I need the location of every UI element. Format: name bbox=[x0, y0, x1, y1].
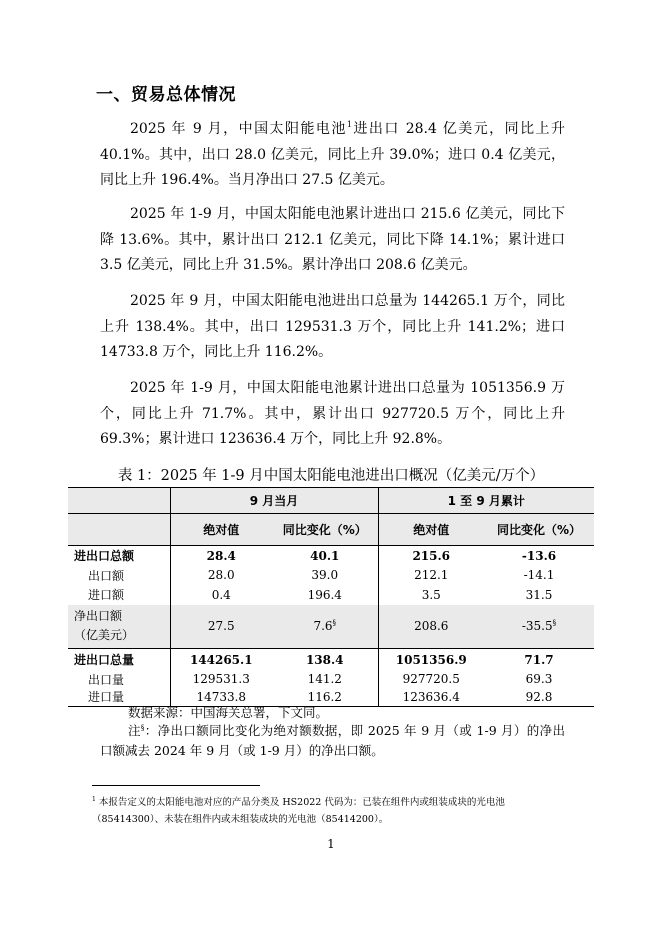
cell-month-abs: 144265.1 bbox=[170, 649, 272, 671]
row-label-import-value: 进口额 bbox=[68, 585, 170, 605]
paragraph-3: 2025 年 9 月，中国太阳能电池进出口总量为 144265.1 万个，同比上升 138.4%。其中，出口 129531.3 万个，同比上升 141.2%；进口 14733.8 万个，同比上升 116.2%。 bbox=[100, 293, 565, 360]
header-september-month: 9 月当月 bbox=[170, 488, 378, 514]
header-cum-absolute: 绝对值 bbox=[378, 514, 484, 546]
page-number: 1 bbox=[327, 837, 335, 851]
row-label-export-qty: 出口量 bbox=[68, 671, 170, 688]
row-label-import-qty: 进口量 bbox=[68, 688, 170, 707]
net-month-yoy-value: 7.6 bbox=[313, 619, 333, 634]
row-label-export-value: 出口额 bbox=[68, 566, 170, 585]
net-cum-yoy-value: -35.5 bbox=[521, 619, 553, 634]
trade-summary-table bbox=[68, 487, 594, 707]
data-source-note: 数据来源：中国海关总署，下文同。 bbox=[128, 705, 329, 720]
cell-cum-yoy: 92.8 bbox=[484, 688, 594, 707]
cell-cum-yoy: -14.1 bbox=[523, 568, 555, 582]
row-label-total-value: 进出口总额 bbox=[68, 546, 170, 566]
cell-cum-yoy bbox=[484, 605, 594, 649]
cell-month-abs: 27.5 bbox=[207, 619, 235, 634]
paragraph-1-text-b: 进出口 28.4 亿美元，同比上升 40.1%。其中，出口 28.0 亿美元，同比上升 39.0%；进口 0.4 亿美元，同比上升 196.4%。当月净出口 27.5 亿美元。 bbox=[100, 121, 565, 188]
cell-cum-abs: 208.6 bbox=[414, 619, 449, 634]
cell-month-yoy: 116.2 bbox=[272, 688, 378, 707]
table-header-column-row bbox=[68, 514, 594, 546]
footnote-divider bbox=[92, 785, 260, 786]
cell-month-yoy: 39.0 bbox=[272, 566, 378, 585]
cell-month-abs: 28.4 bbox=[206, 548, 236, 563]
row-label-net-export bbox=[68, 605, 170, 649]
table-corner-lower bbox=[68, 514, 170, 546]
cell-month-yoy: 138.4 bbox=[272, 649, 378, 671]
row-label-total-qty: 进出口总量 bbox=[68, 649, 170, 671]
cell-month-abs: 129531.3 bbox=[192, 672, 250, 686]
table-row bbox=[68, 566, 594, 585]
cell-cum-yoy: 71.7 bbox=[484, 649, 594, 671]
paragraph-1-text-a: 2025 年 9 月，中国太阳能电池 bbox=[130, 121, 347, 137]
cell-cum-abs: 927720.5 bbox=[402, 672, 460, 686]
cell-cum-abs: 3.5 bbox=[421, 587, 441, 602]
cell-month-yoy: 40.1 bbox=[272, 546, 378, 566]
cell-month-abs: 14733.8 bbox=[170, 688, 272, 707]
header-month-absolute: 绝对值 bbox=[170, 514, 272, 546]
note-prefix: 注 bbox=[128, 723, 141, 738]
cell-cum-yoy: 69.3 bbox=[525, 672, 553, 686]
table-row bbox=[68, 605, 594, 649]
cell-cum-abs: 123636.4 bbox=[378, 688, 484, 707]
section-heading: 一、贸易总体情况 bbox=[96, 85, 236, 105]
header-month-yoy: 同比变化（%） bbox=[272, 514, 378, 546]
net-export-label: 净出口额 bbox=[74, 609, 123, 624]
note-mark: § bbox=[552, 619, 557, 628]
cell-cum-abs: 1051356.9 bbox=[378, 649, 484, 671]
note-body: ：净出口额同比变化为绝对额数据，即 2025 年 9 月（或 1-9 月）的净出口额减去 2024 年 9 月（或 1-9 月）的净出口额。 bbox=[100, 723, 565, 758]
cell-month-abs: 0.4 bbox=[211, 587, 231, 602]
cell-cum-abs: 212.1 bbox=[414, 568, 449, 582]
note-mark: § bbox=[140, 724, 145, 732]
table-caption: 表 1：2025 年 1-9 月中国太阳能电池进出口概况（亿美元/万个） bbox=[117, 468, 545, 484]
table-note bbox=[100, 721, 565, 761]
cell-cum-yoy: 31.5 bbox=[525, 587, 553, 602]
footnote-text: 本报告定义的太阳能电池对应的产品分类及 HS2022 代码为：已装在组件内或组装成块的光电池（85414300）、未装在组件内或未组装成块的光电池（85414200）。 bbox=[92, 797, 505, 825]
net-export-unit: （亿美元） bbox=[74, 628, 135, 643]
header-cumulative-jan-sep: 1 至 9 月累计 bbox=[378, 488, 594, 514]
table-row bbox=[68, 671, 594, 688]
cell-month-yoy: 141.2 bbox=[272, 671, 378, 688]
paragraph-1 bbox=[100, 117, 565, 194]
table-row bbox=[68, 585, 594, 605]
cell-cum-yoy: -13.6 bbox=[521, 548, 557, 563]
cell-cum-abs: 215.6 bbox=[412, 548, 451, 563]
header-cum-yoy: 同比变化（%） bbox=[484, 514, 594, 546]
cell-month-yoy bbox=[272, 605, 378, 649]
table-corner bbox=[68, 488, 170, 514]
cell-month-abs: 28.0 bbox=[207, 568, 235, 582]
cell-month-yoy: 196.4 bbox=[272, 585, 378, 605]
paragraph-4: 2025 年 1-9 月，中国太阳能电池累计进出口总量为 1051356.9 万个，同比上升 71.7%。其中，累计出口 927720.5 万个，同比上升 69.3%；累计进口 123636.4 万个，同比上升 92.8%。 bbox=[100, 380, 565, 447]
table-header-group-row bbox=[68, 488, 594, 514]
note-mark: § bbox=[332, 619, 337, 628]
table-row bbox=[68, 546, 594, 566]
footnote-number: 1 bbox=[92, 796, 96, 803]
footnote-ref[interactable]: 1 bbox=[346, 120, 352, 129]
footnote bbox=[92, 794, 572, 828]
paragraph-2: 2025 年 1-9 月，中国太阳能电池累计进出口 215.6 亿美元，同比下降 13.6%。其中，累计出口 212.1 亿美元，同比下降 14.1%；累计进口 3.5 亿美元，同比上升 31.5%。累计净出口 208.6 亿美元。 bbox=[100, 206, 565, 273]
table-row bbox=[68, 649, 594, 671]
